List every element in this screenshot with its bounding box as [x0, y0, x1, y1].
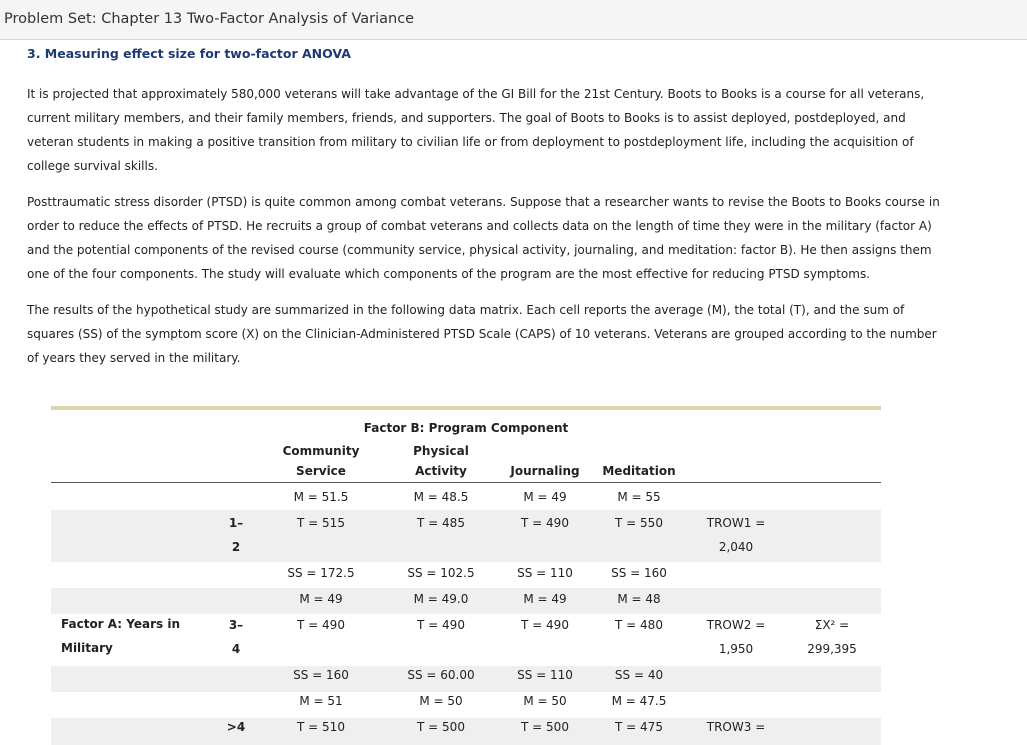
- ptsd-paragraph: Posttraumatic stress disorder (PTSD) is quite common among combat veterans. Suppose that a researcher wants to revise the Boots to Books course in order to reduce the effects of PTSD. He recruits a group of combat veterans and collects data on the length of time they were in the military (factor A) and the potential components of the revised course (community service, physical activity, journaling, and meditation: factor B). He then assigns them one of the four components. The study will evaluate which components of the program are the most effective for reducing PTSD symptoms.: [27, 195, 940, 281]
- title-bar: [0, 0, 1027, 40]
- data-matrix-table: [51, 406, 881, 745]
- row-label-1-2-line2: 2: [231, 540, 241, 554]
- cell-t: T = 475: [615, 720, 663, 734]
- cell-ss: SS = 160: [611, 566, 667, 580]
- results-paragraph: The results of the hypothetical study are summarized in the following data matrix. Each cell reports the average (M), the total (T), and the sum of squares (SS) of the symptom score (X) on the Clinician-Administered PTSD Scale (CAPS) of 10 veterans. Veterans are grouped according to the number of years they served in the military.: [27, 303, 937, 365]
- cell-t: T = 510: [297, 720, 345, 734]
- row-total-1-label: TROW1 =: [706, 516, 766, 530]
- row-total-2-label: TROW2 =: [706, 618, 766, 632]
- sum-x2-label: ΣX² =: [814, 618, 850, 632]
- cell-m: M = 48: [617, 592, 661, 606]
- cell-m: M = 49.0: [413, 592, 469, 606]
- cell-m: M = 49: [523, 592, 567, 606]
- cell-ss: SS = 102.5: [407, 566, 475, 580]
- cell-ss: SS = 110: [517, 566, 573, 580]
- cell-t: T = 490: [297, 618, 345, 632]
- cell-t: T = 550: [615, 516, 663, 530]
- header-rule: [51, 482, 881, 483]
- row-total-2-value: 1,950: [718, 642, 754, 656]
- col-header-community-line2: Service: [296, 464, 346, 478]
- cell-m: M = 55: [617, 490, 661, 504]
- col-header-community-line1: Community: [282, 444, 360, 458]
- col-header-meditation: Meditation: [602, 464, 676, 478]
- cell-m: M = 49: [523, 490, 567, 504]
- cell-t: T = 480: [615, 618, 663, 632]
- page-title: Problem Set: Chapter 13 Two-Factor Analysis of Variance: [4, 11, 415, 27]
- row-label-over-4: >4: [226, 720, 246, 734]
- row-label-3-4-line2: 4: [231, 642, 241, 656]
- factor-a-label-line2: Military: [61, 641, 113, 655]
- cell-m: M = 51: [299, 694, 343, 708]
- col-header-journaling: Journaling: [510, 464, 580, 478]
- cell-m: M = 50: [523, 694, 567, 708]
- col-header-physical-line1: Physical: [413, 444, 469, 458]
- factor-b-title: Factor B: Program Component: [363, 421, 569, 435]
- row-label-1-2-line1: 1–: [228, 516, 244, 530]
- cell-m: M = 47.5: [611, 694, 667, 708]
- cell-m: M = 49: [299, 592, 343, 606]
- cell-ss: SS = 160: [293, 668, 349, 682]
- cell-ss: SS = 110: [517, 668, 573, 682]
- section-heading: 3. Measuring effect size for two-factor ANOVA: [27, 46, 351, 61]
- sum-x2-value: 299,395: [807, 642, 857, 656]
- row-label-3-4-line1: 3–: [228, 618, 244, 632]
- cell-m: M = 50: [419, 694, 463, 708]
- cell-ss: SS = 60.00: [407, 668, 475, 682]
- cell-t: T = 490: [521, 516, 569, 530]
- col-header-physical-line2: Activity: [415, 464, 467, 478]
- cell-t: T = 485: [417, 516, 465, 530]
- row-total-1-value: 2,040: [718, 540, 754, 554]
- cell-t: T = 500: [521, 720, 569, 734]
- cell-t: T = 490: [417, 618, 465, 632]
- cell-ss: SS = 172.5: [287, 566, 355, 580]
- factor-a-label-line1: Factor A: Years in: [61, 617, 180, 631]
- cell-t: T = 515: [297, 516, 345, 530]
- cell-m: M = 48.5: [413, 490, 469, 504]
- cell-m: M = 51.5: [293, 490, 349, 504]
- cell-t: T = 490: [521, 618, 569, 632]
- cell-ss: SS = 40: [614, 668, 664, 682]
- intro-paragraph: It is projected that approximately 580,000 veterans will take advantage of the GI Bill for the 21st Century. Boots to Books is a course for all veterans, current military members, and their family members, friends, and supporters. The goal of Boots to Books is to assist deployed, postdeployed, and veteran students in making a positive transition from military to civilian life or from deployment to postdeployment life, including the acquisition of college survival skills.: [27, 87, 925, 173]
- table-top-rule: [51, 406, 881, 410]
- row-total-3-label: TROW3 =: [706, 720, 766, 734]
- cell-t: T = 500: [417, 720, 465, 734]
